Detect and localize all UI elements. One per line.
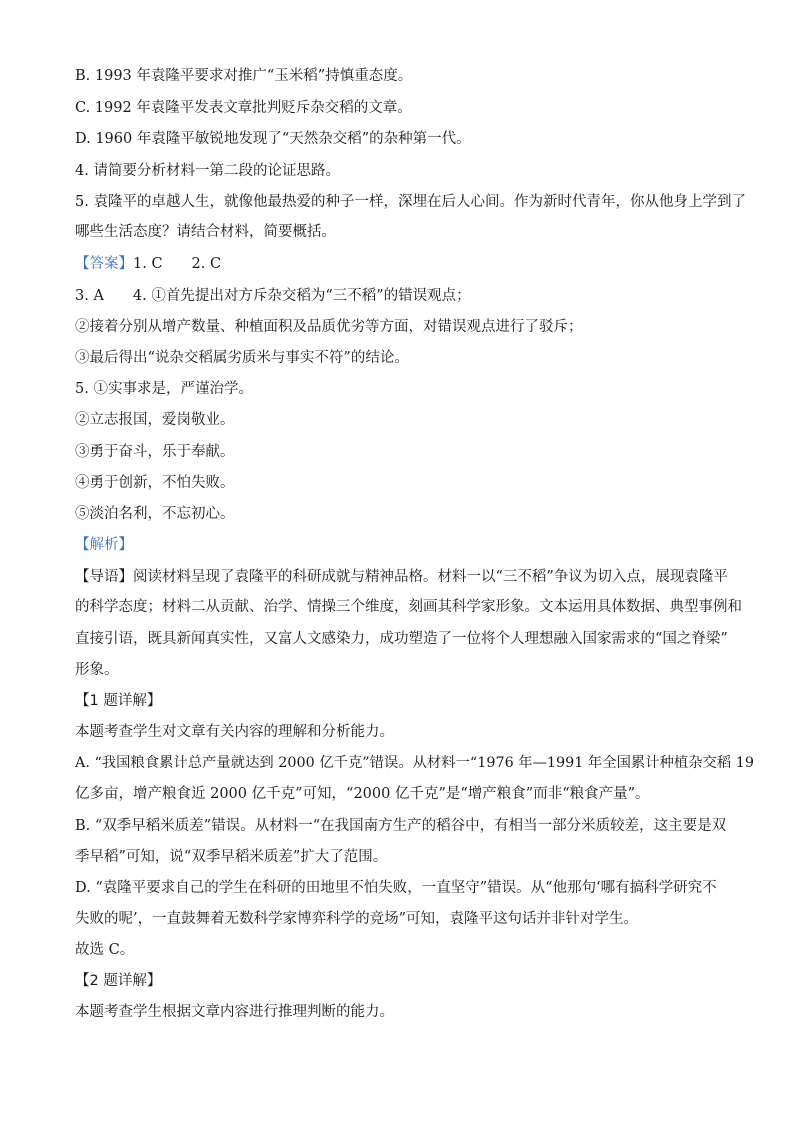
answer-row [75,254,221,274]
q1-conclusion: 故选 C。 [75,942,135,958]
intro-label: 【导语】 [75,569,133,585]
intro-text: 阅读材料呈现了袁隆平的科研成就与精神品格。材料一以“三不稻”争议为切入点，展现袁隆平 [133,569,728,585]
q1-b-line1: B. “双季早稻米质差”错误。从材料一“在我国南方生产的稻谷中，有相当一部分米质较差，这主要是双 [75,818,727,834]
question-5-line2: 哪些生活态度？请结合材料，简要概括。 [75,224,336,240]
question-4: 4. 请简要分析材料一第二段的论证思路。 [75,163,340,179]
intro-line4: 形象。 [75,662,119,678]
q1-b-line2: 季早稻”可知，说“双季早稻米质差”扩大了范围。 [75,849,388,865]
answer-q4-point3: ③最后得出“说杂交稻属劣质米与事实不符”的结论。 [75,350,409,366]
answer-q5-point2: ②立志报国，爱岗敬业。 [75,412,235,428]
q1-desc: 本题考查学生对文章有关内容的理解和分析能力。 [75,724,394,740]
q1-d-line1: D. “袁隆平要求自己的学生在科研的田地里不怕失败，一直坚守”错误。从“他那句‘哪有搞科学研究不 [75,880,717,896]
intro-line2: 的科学态度；材料二从贡献、治学、情操三个维度，刻画其科学家形象。文本运用具体数据、典型事例和 [75,599,742,615]
answer-label: 【答案】 [75,256,133,272]
answer-q3-q4: 3. A 4. ①首先提出对方斥杂交稻为“三不稻”的错误观点； [75,288,471,304]
answer-q5-point1: 5. ①实事求是，严谨治学。 [75,381,253,397]
q2-desc: 本题考查学生根据文章内容进行推理判断的能力。 [75,1004,394,1020]
q1-a-line2: 亿多亩，增产粮食近 2000 亿千克”可知，“2000 亿千克”是“增产粮食”而非“粮食产量”。 [75,786,650,802]
question-5-line1: 5. 袁隆平的卓越人生，就像他最热爱的种子一样，深埋在后人心间。作为新时代青年，你从他身上学到了 [75,194,746,210]
answer-q5-point3: ③勇于奋斗，乐于奉献。 [75,444,235,460]
q2-header: 【2 题详解】 [75,973,162,989]
intro-line1 [75,567,728,587]
answer-q1-q2: 1. C 2. C [133,256,222,272]
intro-line3: 直接引语，既具新闻真实性，又富人文感染力，成功塑造了一位将个人理想融入国家需求的“国之脊梁” [75,631,728,647]
answer-q4-point2: ②接着分别从增产数量、种植面积及品质优劣等方面，对错误观点进行了驳斥； [75,319,583,335]
analysis-label: 【解析】 [75,537,133,553]
q1-d-line2: 失败的呢’，一直鼓舞着无数科学家博弈科学的竞场”可知，袁隆平这句话并非针对学生。 [75,911,639,927]
q1-header: 【1 题详解】 [75,693,162,709]
answer-q5-point4: ④勇于创新，不怕失败。 [75,475,235,491]
answer-q5-point5: ⑤淡泊名利，不忘初心。 [75,506,235,522]
option-b: B. 1993 年袁隆平要求对推广“玉米稻”持慎重态度。 [75,68,413,84]
q1-a-line1: A. “我国粮食累计总产量就达到 2000 亿千克”错误。从材料一“1976 年—1991 年全国累计种植杂交稻 19 [75,755,754,771]
option-d: D. 1960 年袁隆平敏锐地发现了“天然杂交稻”的杂种第一代。 [75,131,471,147]
option-c: C. 1992 年袁隆平发表文章批判贬斥杂交稻的文章。 [75,100,412,116]
